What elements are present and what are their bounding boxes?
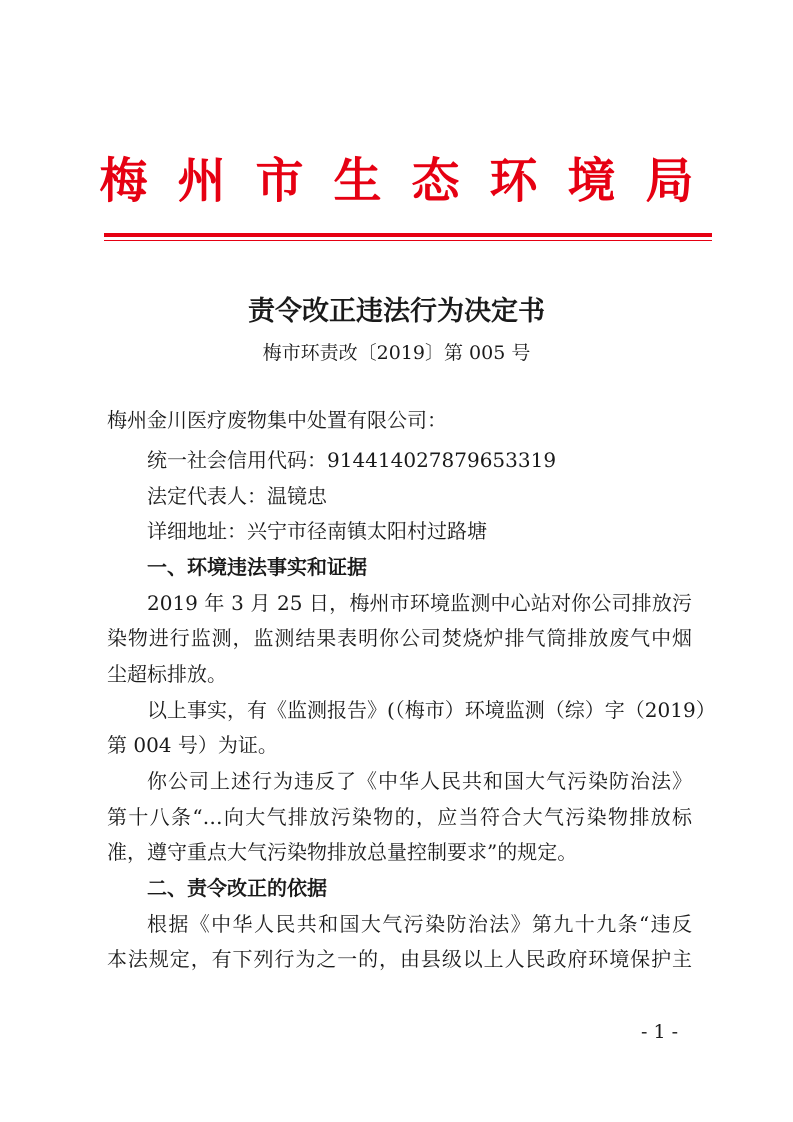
section1-heading: 一、环境违法事实和证据 (147, 555, 367, 579)
section1-para3-line3: 准，遵守重点大气污染物排放总量控制要求”的规定。 (107, 840, 578, 864)
agency-letterhead: 梅州市生态环境局 (99, 153, 724, 209)
recipient-credit-code: 统一社会信用代码：914414027879653319 (147, 448, 557, 472)
section1-para3-line1: 你公司上述行为违反了《中华人民共和国大气污染防治法》 (147, 769, 692, 793)
recipient-address: 详细地址：兴宁市径南镇太阳村过路塘 (147, 519, 487, 543)
letterhead-rule-thick (104, 233, 712, 237)
page-number: - 1 - (641, 1021, 679, 1043)
document-number: 梅市环责改〔2019〕第 005 号 (262, 342, 531, 364)
recipient-name: 梅州金川医疗废物集中处置有限公司： (107, 408, 447, 432)
letterhead-rule-thin (104, 240, 712, 241)
section1-para1-line1: 2019 年 3 月 25 日，梅州市环境监测中心站对你公司排放污 (147, 591, 692, 615)
section1-para3-line2: 第十八条“…向大气排放污染物的，应当符合大气污染物排放标 (107, 805, 692, 829)
document-title: 责令改正违法行为决定书 (248, 296, 545, 327)
section1-para1-line2: 染物进行监测，监测结果表明你公司焚烧炉排气筒排放废气中烟 (107, 626, 692, 650)
section2-heading: 二、责令改正的依据 (147, 876, 327, 900)
section1-para2-line1: 以上事实，有《监测报告》(（梅市）环境监测（综）字（2019） (147, 698, 716, 722)
section2-para1-line2: 本法规定，有下列行为之一的，由县级以上人民政府环境保护主 (107, 947, 692, 971)
recipient-legal-rep: 法定代表人：温镜忠 (147, 484, 327, 508)
section1-para1-line3: 尘超标排放。 (107, 662, 227, 686)
section1-para2-line2: 第 004 号）为证。 (107, 733, 278, 757)
section2-para1-line1: 根据《中华人民共和国大气污染防治法》第九十九条“违反 (147, 912, 692, 936)
